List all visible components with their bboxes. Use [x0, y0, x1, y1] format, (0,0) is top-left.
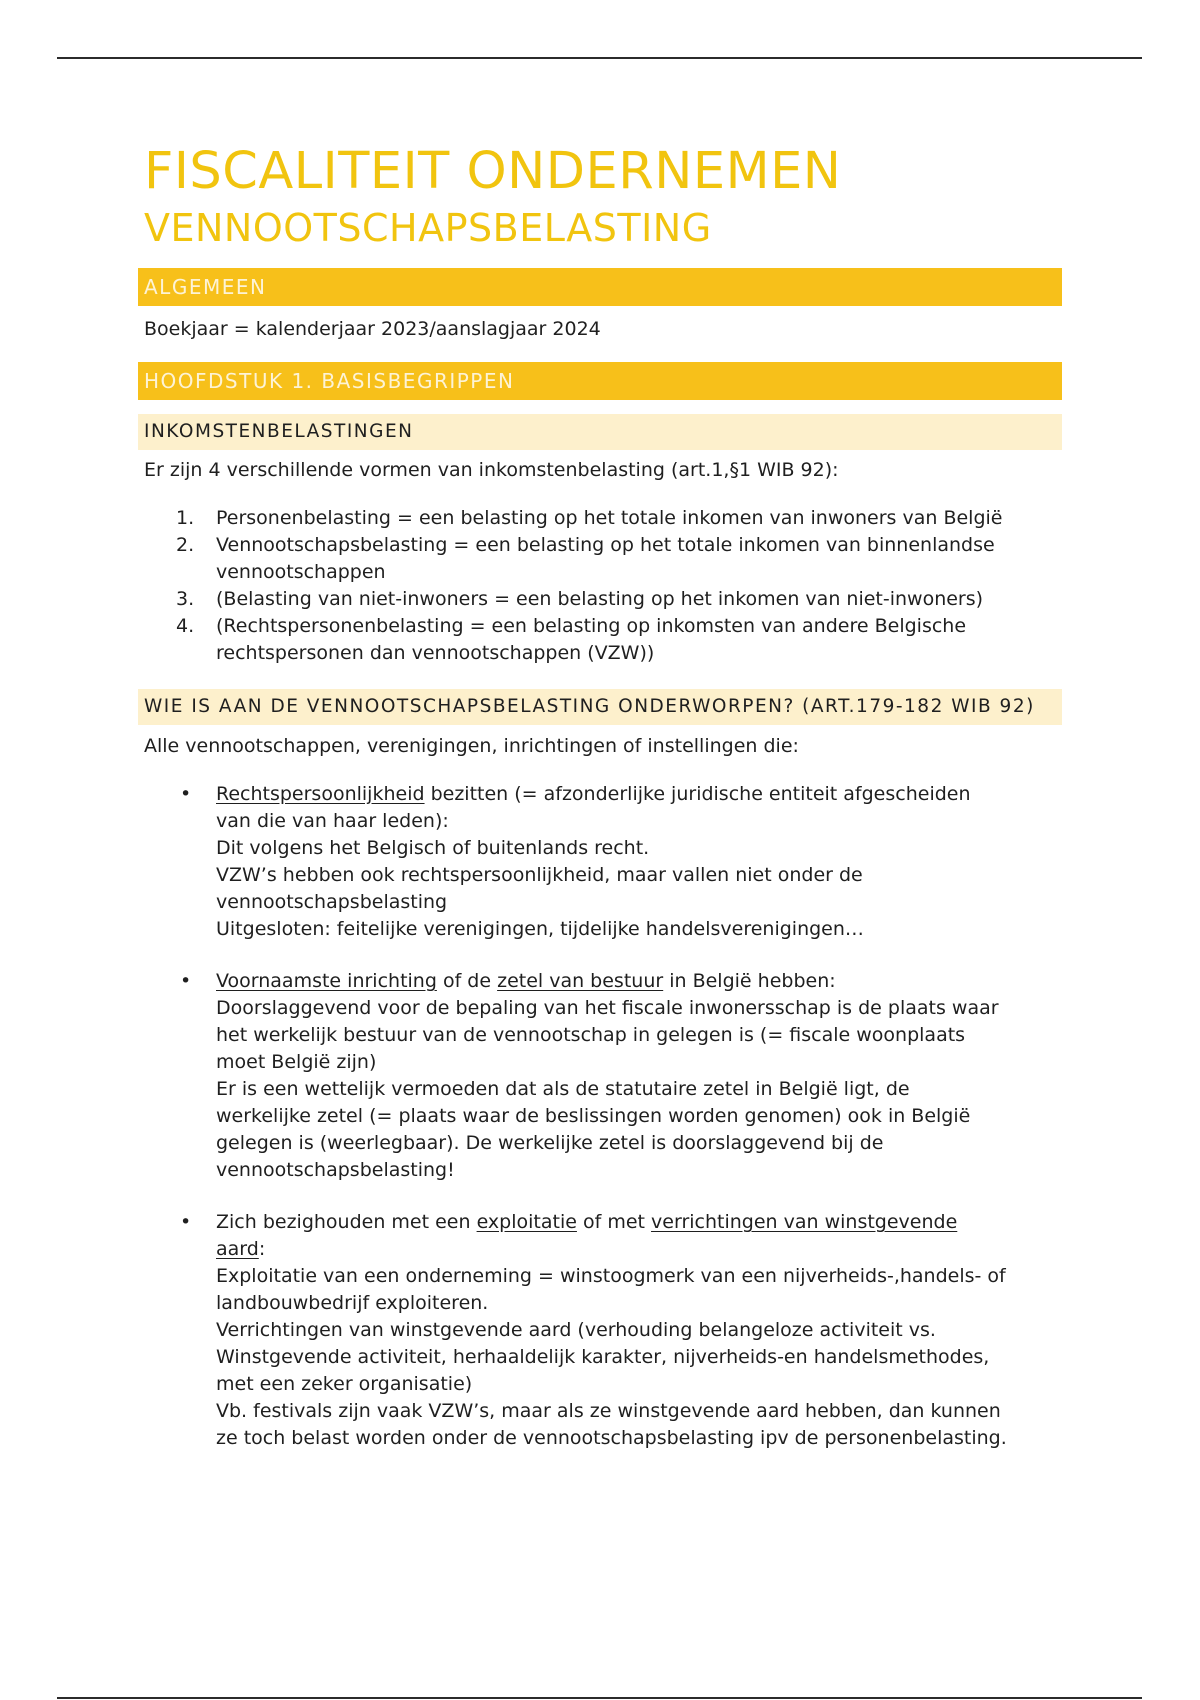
- underlined-term: zetel van bestuur: [497, 970, 664, 992]
- list-text: of de: [436, 970, 498, 992]
- bullet-icon: •: [180, 1211, 192, 1233]
- subheading-onderworpen: WIE IS AAN DE VENNOOTSCHAPSBELASTING ONDERWORPEN? (ART.179-182 WIB 92): [138, 689, 1062, 725]
- list-item: [138, 532, 1062, 586]
- list-item: [138, 586, 1062, 613]
- list-line: Verrichtingen van winstgevende aard (verhouding belangeloze activiteit vs.: [216, 1319, 936, 1341]
- list-item: [138, 1209, 1062, 1452]
- list-item: [138, 968, 1062, 1184]
- list-line: Exploitatie van een onderneming = winstoogmerk van een nijverheids-,handels- of: [216, 1265, 1006, 1287]
- underlined-term: aard: [216, 1238, 259, 1260]
- section-heading-chapter1: HOOFDSTUK 1. BASISBEGRIPPEN: [138, 362, 1062, 400]
- list-number: 2.: [176, 534, 195, 556]
- underlined-term: verrichtingen van winstgevende: [651, 1211, 958, 1233]
- list-line: (Rechtspersonenbelasting = een belasting op inkomsten van andere Belgische: [216, 615, 967, 637]
- inkomsten-intro: Er zijn 4 verschillende vormen van inkomstenbelasting (art.1,§1 WIB 92):: [144, 459, 839, 481]
- footer-rule: [57, 1697, 1142, 1699]
- underlined-term: Rechtspersoonlijkheid: [216, 783, 425, 805]
- document-page: [138, 140, 1062, 1452]
- list-line: [216, 1236, 1062, 1263]
- bullet-icon: •: [180, 783, 192, 805]
- list-line: vennootschappen: [216, 561, 386, 583]
- bullet-icon: •: [180, 970, 192, 992]
- list-line: (Belasting van niet-inwoners = een belasting op het inkomen van niet-inwoners): [216, 588, 984, 610]
- list-line: Personenbelasting = een belasting op het totale inkomen van inwoners van België: [216, 507, 1003, 529]
- list-text: of met: [576, 1211, 652, 1233]
- list-number: 3.: [176, 588, 195, 610]
- subheading-inkomstenbelastingen: INKOMSTENBELASTINGEN: [138, 414, 1062, 450]
- list-line: [216, 968, 1062, 995]
- document-subtitle: VENNOOTSCHAPSBELASTING: [144, 206, 712, 250]
- list-line: Winstgevende activiteit, herhaaldelijk karakter, nijverheids-en handelsmethodes,: [216, 1346, 990, 1368]
- list-item: [138, 781, 1062, 943]
- list-line: gelegen is (weerlegbaar). De werkelijke zetel is doorslaggevend bij de: [216, 1132, 884, 1154]
- list-line: Dit volgens het Belgisch of buitenlands recht.: [216, 837, 650, 859]
- list-line: vennootschapsbelasting!: [216, 1159, 455, 1181]
- list-line: VZW’s hebben ook rechtspersoonlijkheid, maar vallen niet onder de: [216, 864, 863, 886]
- list-line: Uitgesloten: feitelijke verenigingen, tijdelijke handelsverenigingen…: [216, 918, 864, 940]
- list-line: Doorslaggevend voor de bepaling van het fiscale inwonersschap is de plaats waar: [216, 997, 999, 1019]
- list-line: ze toch belast worden onder de vennootschapsbelasting ipv de personenbelasting.: [216, 1427, 1007, 1449]
- list-line: het werkelijk bestuur van de vennootschap in gelegen is (= fiscale woonplaats: [216, 1024, 966, 1046]
- list-line: Vb. festivals zijn vaak VZW’s, maar als ze winstgevende aard hebben, dan kunnen: [216, 1400, 1001, 1422]
- list-line: rechtspersonen dan vennootschappen (VZW)): [216, 642, 655, 664]
- list-text: :: [258, 1238, 266, 1260]
- list-line: [216, 1209, 1062, 1236]
- list-item: [138, 613, 1062, 667]
- list-line: landbouwbedrijf exploiteren.: [216, 1292, 489, 1314]
- criteria-list: [138, 781, 1062, 1452]
- list-line: Er is een wettelijk vermoeden dat als de statutaire zetel in België ligt, de: [216, 1078, 910, 1100]
- list-line: vennootschapsbelasting: [216, 891, 448, 913]
- header-rule: [57, 57, 1142, 59]
- list-text: bezitten (= afzonderlijke juridische entiteit afgescheiden: [424, 783, 971, 805]
- tax-forms-list: [138, 505, 1062, 667]
- list-line: Vennootschapsbelasting = een belasting op het totale inkomen van binnenlandse: [216, 534, 995, 556]
- algemeen-text: Boekjaar = kalenderjaar 2023/aanslagjaar 2024: [144, 318, 601, 340]
- list-line: werkelijke zetel (= plaats waar de beslissingen worden genomen) ook in België: [216, 1105, 971, 1127]
- section-heading-algemeen: ALGEMEEN: [138, 268, 1062, 306]
- list-number: 1.: [176, 507, 195, 529]
- underlined-term: Voornaamste inrichting: [216, 970, 437, 992]
- document-title: FISCALITEIT ONDERNEMEN: [144, 142, 842, 201]
- underlined-term: exploitatie: [476, 1211, 577, 1233]
- list-text: in België hebben:: [663, 970, 836, 992]
- onderworpen-intro: Alle vennootschappen, verenigingen, inrichtingen of instellingen die:: [144, 735, 799, 757]
- list-line: moet België zijn): [216, 1051, 377, 1073]
- list-line: met een zeker organisatie): [216, 1373, 473, 1395]
- list-number: 4.: [176, 615, 195, 637]
- list-line: [216, 781, 1062, 808]
- list-text: Zich bezighouden met een: [216, 1211, 477, 1233]
- list-item: [138, 505, 1062, 532]
- list-line: van die van haar leden):: [216, 810, 449, 832]
